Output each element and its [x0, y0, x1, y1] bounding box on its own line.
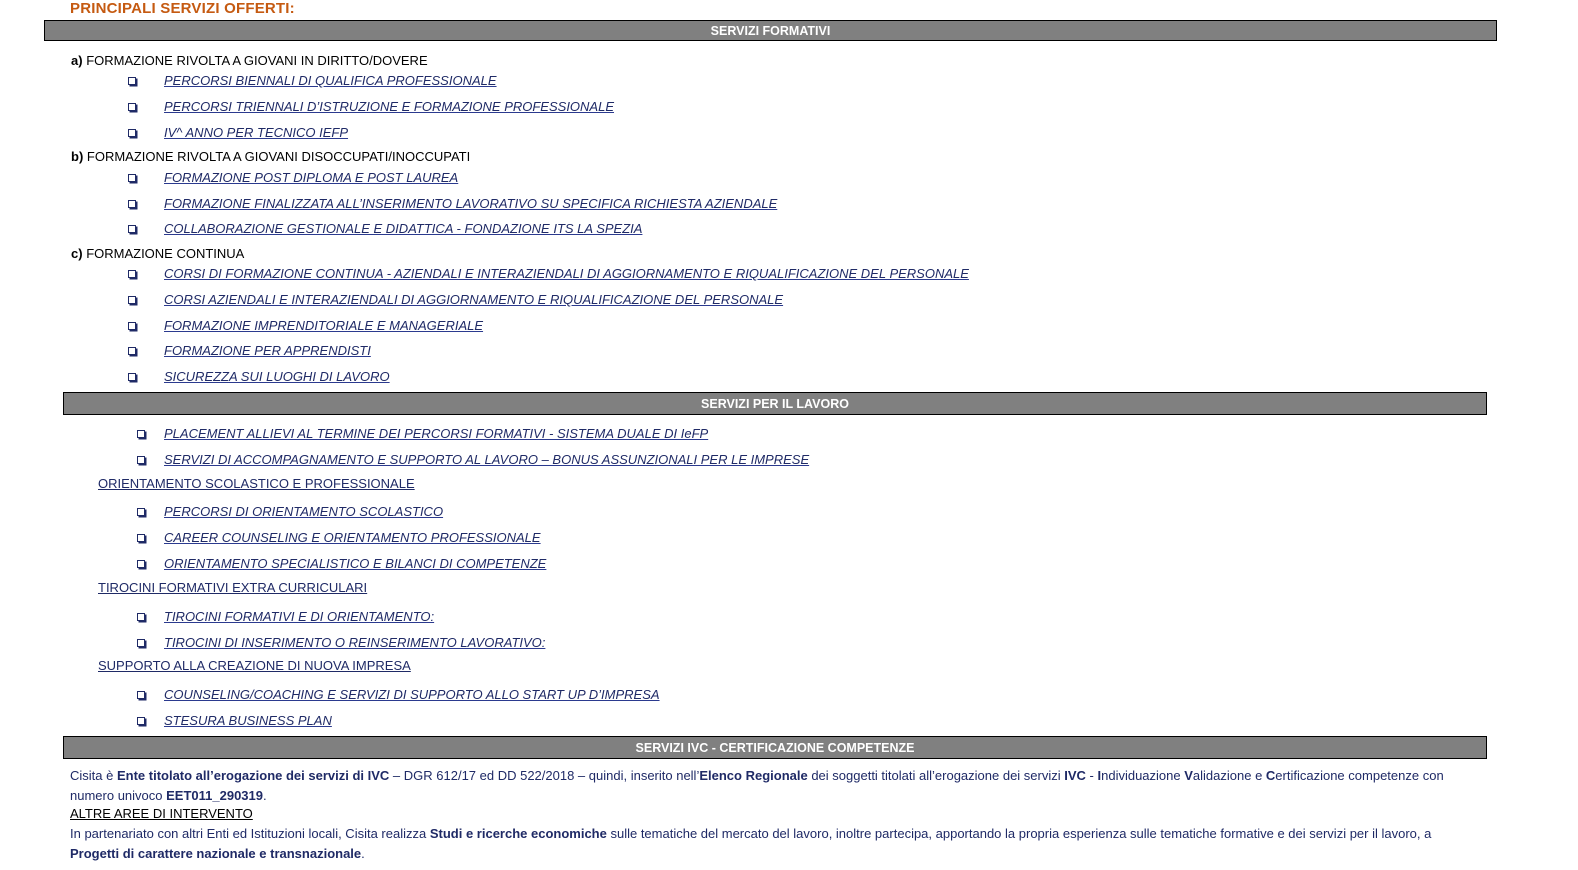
sub-heading-orientamento: ORIENTAMENTO SCOLASTICO E PROFESSIONALE — [98, 476, 415, 491]
checkbox-bullet-icon — [137, 639, 145, 647]
checkbox-bullet-icon — [128, 77, 136, 85]
checkbox-bullet-icon — [128, 270, 136, 278]
item-link[interactable]: FORMAZIONE IMPRENDITORIALE E MANAGERIALE — [164, 318, 484, 333]
checkbox-bullet-icon — [137, 613, 145, 621]
section-band-formativi — [44, 20, 1497, 41]
checkbox-bullet-icon — [137, 560, 145, 568]
checkbox-bullet-icon — [128, 174, 136, 182]
item-link[interactable]: CAREER COUNSELING E ORIENTAMENTO PROFESSIONALE — [164, 530, 541, 545]
ivc-paragraph: Cisita è Ente titolato all’erogazione dei servizi di IVC – DGR 612/17 ed DD 522/2018 – quindi, inserito nell’Elenco Regionale dei soggetti titolati all’erogazione dei servizi IVC - Individuazione Validazione e Certificazione competenze con numero univoco EET011_290319. — [70, 768, 1444, 803]
item-link[interactable]: PLACEMENT ALLIEVI AL TERMINE DEI PERCORSI FORMATIVI - SISTEMA DUALE DI IeFP — [164, 426, 709, 441]
group-heading-b — [71, 149, 470, 164]
item-link[interactable]: PERCORSI DI ORIENTAMENTO SCOLASTICO — [164, 504, 444, 519]
checkbox-bullet-icon — [137, 691, 145, 699]
checkbox-bullet-icon — [128, 296, 136, 304]
group-title: FORMAZIONE RIVOLTA A GIOVANI IN DIRITTO/DOVERE — [86, 53, 428, 68]
checkbox-bullet-icon — [137, 430, 145, 438]
item-link[interactable]: FORMAZIONE FINALIZZATA ALL’INSERIMENTO LAVORATIVO SU SPECIFICA RICHIESTA AZIENDALE — [164, 196, 778, 211]
item-link[interactable]: COLLABORAZIONE GESTIONALE E DIDATTICA - FONDAZIONE ITS LA SPEZIA — [164, 221, 643, 236]
sub-heading-tirocini: TIROCINI FORMATIVI EXTRA CURRICULARI — [98, 580, 368, 595]
group-heading-c — [71, 246, 244, 261]
item-link[interactable]: SICUREZZA SUI LUOGHI DI LAVORO — [164, 369, 390, 384]
item-link[interactable]: SERVIZI DI ACCOMPAGNAMENTO E SUPPORTO AL LAVORO – BONUS ASSUNZIONALI PER LE IMPRESE — [164, 452, 810, 467]
checkbox-bullet-icon — [137, 456, 145, 464]
group-letter: c) — [71, 246, 83, 261]
item-link[interactable]: CORSI AZIENDALI E INTERAZIENDALI DI AGGIORNAMENTO E RIQUALIFICAZIONE DEL PERSONALE — [164, 292, 784, 307]
group-letter: a) — [71, 53, 83, 68]
page-title: PRINCIPALI SERVIZI OFFERTI: — [70, 0, 295, 17]
item-link[interactable]: PERCORSI BIENNALI DI QUALIFICA PROFESSIONALE — [164, 73, 497, 88]
checkbox-bullet-icon — [137, 508, 145, 516]
section-band-ivc — [63, 736, 1487, 759]
group-title: FORMAZIONE CONTINUA — [86, 246, 245, 261]
item-link[interactable]: FORMAZIONE POST DIPLOMA E POST LAUREA — [164, 170, 459, 185]
checkbox-bullet-icon — [128, 200, 136, 208]
item-link[interactable]: TIROCINI FORMATIVI E DI ORIENTAMENTO: — [164, 609, 435, 624]
group-letter: b) — [71, 149, 84, 164]
item-link[interactable]: PERCORSI TRIENNALI D’ISTRUZIONE E FORMAZIONE PROFESSIONALE — [164, 99, 615, 114]
checkbox-bullet-icon — [128, 347, 136, 355]
checkbox-bullet-icon — [137, 534, 145, 542]
item-link[interactable]: CORSI DI FORMAZIONE CONTINUA - AZIENDALI E INTERAZIENDALI DI AGGIORNAMENTO E RIQUALIFICAZIONE DEL PERSONALE — [164, 266, 969, 281]
checkbox-bullet-icon — [128, 373, 136, 381]
item-link[interactable]: ORIENTAMENTO SPECIALISTICO E BILANCI DI COMPETENZE — [164, 556, 547, 571]
item-link[interactable]: STESURA BUSINESS PLAN — [164, 713, 332, 728]
section-band-label: SERVIZI IVC - CERTIFICAZIONE COMPETENZE — [635, 741, 915, 755]
checkbox-bullet-icon — [128, 129, 136, 137]
item-link[interactable]: FORMAZIONE PER APPRENDISTI — [164, 343, 371, 358]
item-link[interactable]: IV^ ANNO PER TECNICO IEFP — [164, 125, 349, 140]
checkbox-bullet-icon — [137, 717, 145, 725]
altre-aree-paragraph: In partenariato con altri Enti ed Istituzioni locali, Cisita realizza Studi e ricerche economiche sulle tematiche del mercato del lavoro, inoltre partecipa, apportando la propria esperienza sulle tematiche formative e dei servizi per il lavoro, a Progetti di carattere nazionale e transnazionale. — [70, 826, 1432, 861]
group-heading-a — [71, 53, 428, 68]
checkbox-bullet-icon — [128, 322, 136, 330]
section-band-label: SERVIZI PER IL LAVORO — [701, 397, 849, 411]
checkbox-bullet-icon — [128, 103, 136, 111]
altre-aree-heading: ALTRE AREE DI INTERVENTO — [70, 806, 253, 821]
section-band-label: SERVIZI FORMATIVI — [710, 24, 831, 38]
item-link[interactable]: TIROCINI DI INSERIMENTO O REINSERIMENTO LAVORATIVO: — [164, 635, 546, 650]
section-band-lavoro — [63, 392, 1487, 415]
item-link[interactable]: COUNSELING/COACHING E SERVIZI DI SUPPORTO ALLO START UP D’IMPRESA — [164, 687, 660, 702]
group-title: FORMAZIONE RIVOLTA A GIOVANI DISOCCUPATI/INOCCUPATI — [86, 149, 471, 164]
sub-heading-impresa: SUPPORTO ALLA CREAZIONE DI NUOVA IMPRESA — [98, 658, 411, 673]
checkbox-bullet-icon — [128, 225, 136, 233]
